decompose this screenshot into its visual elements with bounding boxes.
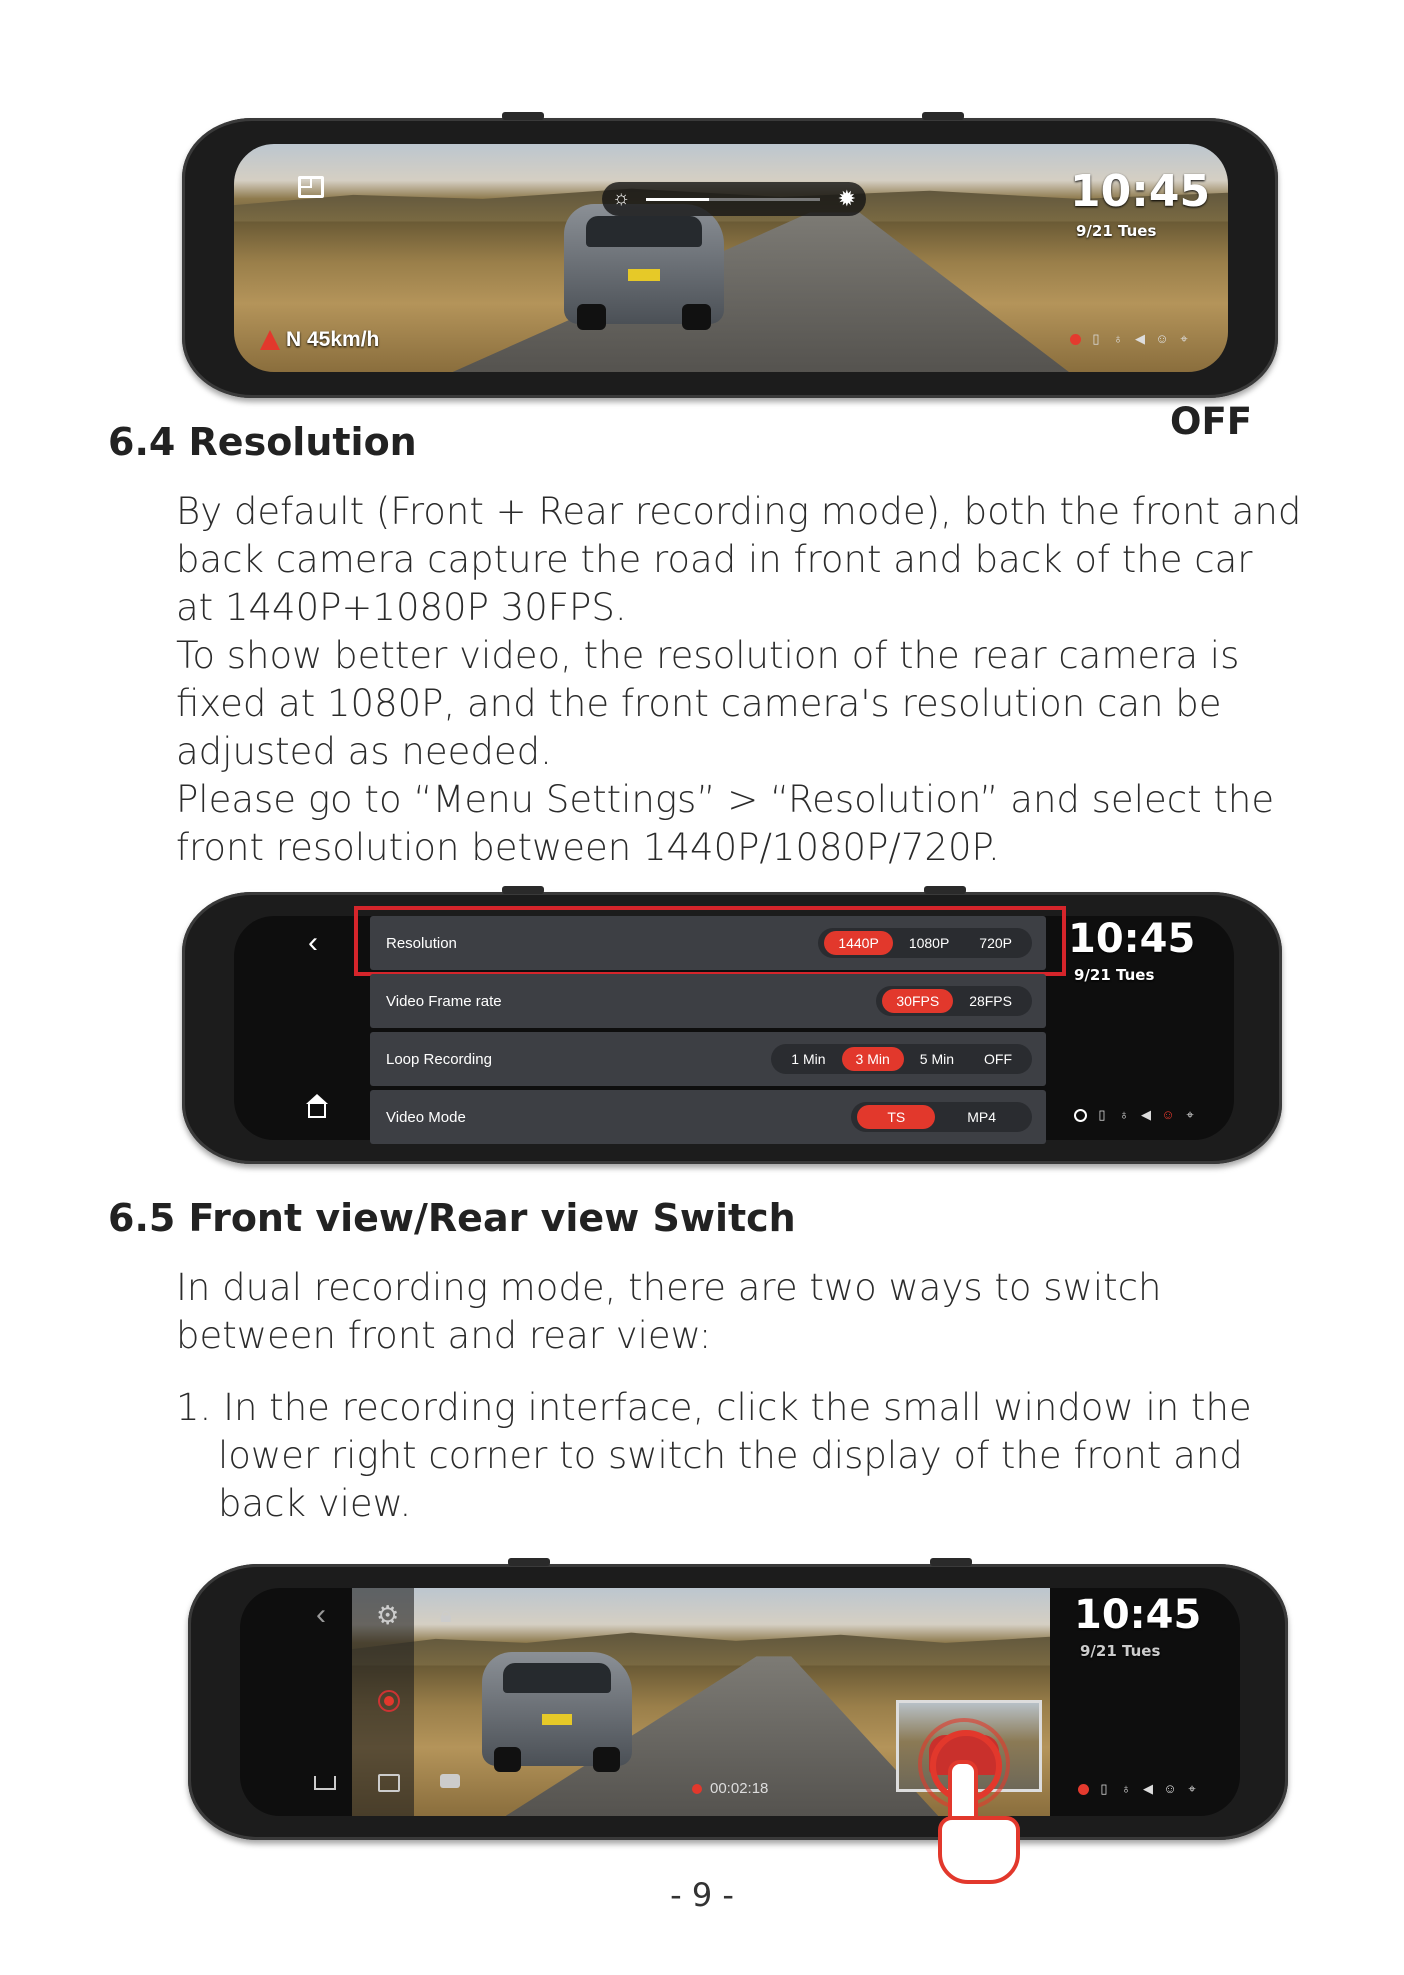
speed-readout: N 45km/h bbox=[260, 328, 379, 352]
person-icon: ☺ bbox=[1161, 1107, 1175, 1122]
off-label: OFF bbox=[1170, 400, 1253, 443]
option-28fps[interactable]: 28FPS bbox=[969, 993, 1012, 1009]
camera-icon[interactable] bbox=[440, 1774, 460, 1788]
section-heading-resolution: 6.4 Resolution bbox=[108, 420, 417, 464]
home-icon[interactable] bbox=[308, 1104, 326, 1118]
rec-dot-icon bbox=[692, 1784, 702, 1794]
option-3min[interactable]: 3 Min bbox=[842, 1047, 904, 1071]
brightness-low-icon: ☼ bbox=[612, 187, 631, 209]
option-5min[interactable]: 5 Min bbox=[919, 1051, 954, 1067]
brightness-slider[interactable] bbox=[602, 182, 866, 216]
lock-icon[interactable]: 🔒︎ bbox=[440, 1602, 452, 1627]
video-mode-options bbox=[851, 1102, 1032, 1132]
gps-icon: ⌖ bbox=[1180, 331, 1188, 346]
tap-hand-icon bbox=[920, 1730, 1040, 1890]
recording-screen[interactable] bbox=[234, 144, 1228, 372]
loop-recording-options bbox=[771, 1044, 1032, 1074]
clock-date: 9/21 Tues bbox=[1080, 1642, 1161, 1660]
frame-rate-options bbox=[876, 986, 1032, 1016]
home-icon[interactable] bbox=[314, 1776, 336, 1790]
mic-icon: ♁ bbox=[1113, 331, 1123, 346]
sd-card-icon: ▯ bbox=[1100, 1781, 1108, 1796]
option-720p[interactable]: 720P bbox=[979, 935, 1012, 951]
folder-icon[interactable] bbox=[378, 1774, 400, 1792]
speaker-icon: ◀ bbox=[1135, 331, 1145, 346]
mic-icon: ♁ bbox=[1121, 1781, 1131, 1796]
view-switch-intro: In dual recording mode, there are two ways to switch between front and rear view: bbox=[176, 1266, 1162, 1357]
menu-row-video-mode[interactable]: Video Mode TS MP4 bbox=[370, 1090, 1046, 1144]
view-switch-step-1: 1. In the recording interface, click the small window in the lower right corner to switch the display of the front and back view. bbox=[176, 1386, 1252, 1525]
speaker-icon: ◀ bbox=[1141, 1107, 1151, 1122]
clock-time: 10:45 bbox=[1068, 916, 1196, 962]
status-bar bbox=[1074, 1108, 1197, 1122]
gps-icon: ⌖ bbox=[1186, 1107, 1194, 1122]
menu-row-frame-rate[interactable]: Video Frame rate 30FPS 28FPS bbox=[370, 974, 1046, 1028]
clock-time: 10:45 bbox=[1070, 166, 1211, 217]
page-number: - 9 - bbox=[670, 1876, 734, 1914]
gear-icon[interactable]: ⚙ bbox=[376, 1600, 400, 1630]
person-icon: ☺ bbox=[1163, 1781, 1177, 1796]
brightness-track[interactable] bbox=[646, 198, 820, 201]
option-ts[interactable]: TS bbox=[857, 1105, 935, 1129]
rec-timer: 00:02:18 bbox=[692, 1780, 768, 1797]
option-30fps[interactable]: 30FPS bbox=[882, 989, 953, 1013]
record-status-icon bbox=[1074, 1109, 1087, 1122]
clock-time: 10:45 bbox=[1074, 1592, 1202, 1638]
option-off[interactable]: OFF bbox=[984, 1051, 1012, 1067]
brightness-level bbox=[646, 198, 709, 201]
menu-row-resolution[interactable]: Resolution 1440P 1080P 720P bbox=[370, 916, 1046, 970]
option-1440p[interactable]: 1440P bbox=[824, 931, 892, 955]
record-indicator-icon bbox=[1070, 334, 1081, 345]
mic-icon: ♁ bbox=[1119, 1107, 1129, 1122]
person-icon: ☺ bbox=[1155, 331, 1169, 346]
window-icon[interactable] bbox=[298, 176, 324, 198]
mirror-display-recording bbox=[182, 118, 1278, 398]
status-bar bbox=[1078, 1782, 1199, 1796]
record-icon[interactable] bbox=[378, 1690, 400, 1712]
section-heading-view-switch: 6.5 Front view/Rear view Switch bbox=[108, 1196, 796, 1240]
option-mp4[interactable]: MP4 bbox=[967, 1109, 996, 1125]
back-chevron-icon[interactable]: ‹ bbox=[316, 1598, 326, 1631]
clock-date: 9/21 Tues bbox=[1076, 222, 1157, 240]
record-indicator-icon bbox=[1078, 1784, 1089, 1795]
sd-card-icon: ▯ bbox=[1098, 1107, 1106, 1122]
brightness-high-icon: ✹ bbox=[837, 186, 856, 211]
back-chevron-icon[interactable]: ‹ bbox=[308, 926, 318, 959]
gps-arrow-icon bbox=[260, 330, 280, 350]
clock-date: 9/21 Tues bbox=[1074, 966, 1155, 984]
highlight-box bbox=[354, 906, 1066, 976]
menu-row-loop-recording[interactable]: Loop Recording 1 Min 3 Min 5 Min OFF bbox=[370, 1032, 1046, 1086]
status-bar bbox=[1070, 332, 1191, 346]
resolution-paragraph: By default (Front + Rear recording mode), both the front and back camera capture the road in front and back of the car at 1440P+1080P 30FPS. To show better video, the resolution of the rear camera is fixed at 1080P, and the front camera's resolution can be adjusted as needed. Please go to “Menu Settings” > “Resolution” and select the front resolution between 1440P/1080P/720P. bbox=[176, 490, 1302, 869]
option-1080p[interactable]: 1080P bbox=[908, 935, 950, 951]
sd-card-icon: ▯ bbox=[1092, 331, 1100, 346]
gps-icon: ⌖ bbox=[1188, 1781, 1196, 1796]
option-1min[interactable]: 1 Min bbox=[791, 1051, 826, 1067]
speaker-icon: ◀ bbox=[1143, 1781, 1153, 1796]
